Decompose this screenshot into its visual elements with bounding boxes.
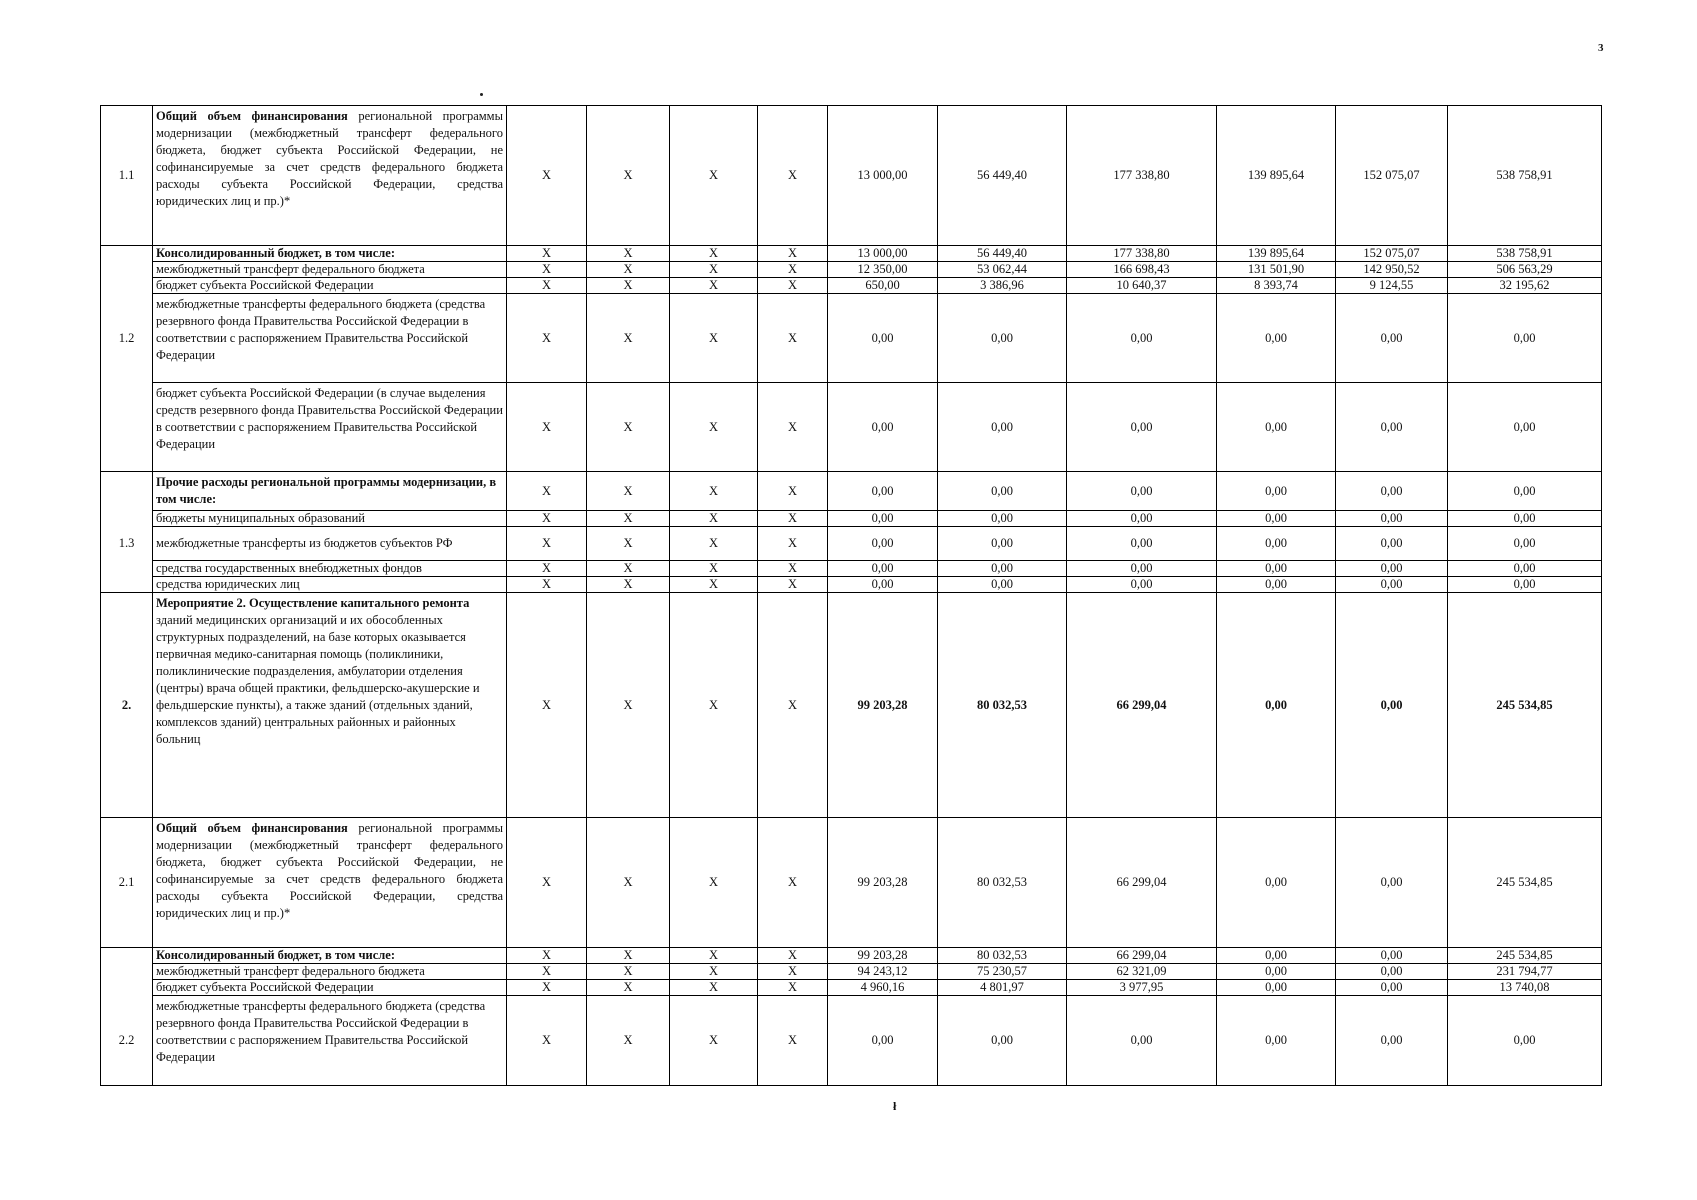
amount-cell: 0,00 — [1217, 511, 1336, 527]
description-cell — [153, 527, 507, 561]
row-number-cell — [101, 948, 153, 964]
amount-cell: 10 640,37 — [1067, 278, 1217, 294]
x-cell: X — [758, 818, 828, 948]
x-cell: X — [507, 527, 587, 561]
description-cell — [153, 383, 507, 472]
x-cell: X — [587, 472, 670, 511]
x-cell: X — [670, 980, 758, 996]
description-text: бюджет субъекта Российской Федерации — [156, 278, 374, 292]
bottom-mark: ł — [893, 1099, 897, 1113]
amount-cell: 0,00 — [1336, 472, 1448, 511]
amount-cell: 32 195,62 — [1448, 278, 1602, 294]
x-cell: X — [670, 964, 758, 980]
amount-cell: 177 338,80 — [1067, 106, 1217, 246]
amount-cell: 99 203,28 — [828, 948, 938, 964]
amount-cell: 99 203,28 — [828, 593, 938, 818]
x-cell: X — [758, 948, 828, 964]
amount-cell: 9 124,55 — [1336, 278, 1448, 294]
amount-cell: 0,00 — [1336, 511, 1448, 527]
x-cell: X — [507, 511, 587, 527]
x-cell: X — [587, 964, 670, 980]
amount-cell: 0,00 — [938, 294, 1067, 383]
x-cell: X — [670, 593, 758, 818]
x-cell: X — [587, 106, 670, 246]
financing-table-wrapper — [100, 105, 1602, 1086]
x-cell: X — [670, 278, 758, 294]
amount-cell: 66 299,04 — [1067, 818, 1217, 948]
row-number-cell — [101, 964, 153, 980]
amount-cell: 75 230,57 — [938, 964, 1067, 980]
amount-cell: 0,00 — [938, 561, 1067, 577]
table-row — [101, 278, 1602, 294]
table-row — [101, 246, 1602, 262]
amount-cell: 0,00 — [1448, 511, 1602, 527]
description-cell — [153, 980, 507, 996]
description-cell — [153, 262, 507, 278]
amount-cell: 0,00 — [1336, 593, 1448, 818]
amount-cell: 66 299,04 — [1067, 948, 1217, 964]
table-row — [101, 294, 1602, 383]
x-cell: X — [670, 996, 758, 1086]
amount-cell: 0,00 — [1217, 996, 1336, 1086]
amount-cell: 0,00 — [1217, 527, 1336, 561]
x-cell: X — [758, 511, 828, 527]
row-number-cell — [101, 278, 153, 294]
amount-cell: 0,00 — [1067, 527, 1217, 561]
amount-cell: 13 000,00 — [828, 106, 938, 246]
description-cell — [153, 996, 507, 1086]
description-cell — [153, 294, 507, 383]
x-cell: X — [587, 577, 670, 593]
description-text: бюджеты муниципальных образований — [156, 511, 365, 525]
table-row — [101, 527, 1602, 561]
amount-cell: 0,00 — [828, 472, 938, 511]
x-cell: X — [587, 996, 670, 1086]
amount-cell: 0,00 — [828, 294, 938, 383]
amount-cell: 66 299,04 — [1067, 593, 1217, 818]
description-bold-text: Прочие расходы региональной программы модернизации, в том числе: — [156, 475, 497, 506]
description-cell — [153, 577, 507, 593]
description-text: региональной программы модернизации (межбюджетный трансферт федерального бюджета, бюджет субъекта Российской Федерации, не софинансируемые за счет средств федерального бюджета расходы субъекта Российской Федерации, средства юридических лиц и пр.)* — [156, 821, 503, 920]
amount-cell: 80 032,53 — [938, 948, 1067, 964]
amount-cell: 0,00 — [1217, 577, 1336, 593]
amount-cell: 0,00 — [1448, 561, 1602, 577]
amount-cell: 0,00 — [938, 511, 1067, 527]
amount-cell: 4 960,16 — [828, 980, 938, 996]
x-cell: X — [670, 511, 758, 527]
description-bold-text: Общий объем финансирования — [156, 821, 348, 835]
description-bold-text: Консолидированный бюджет, в том числе: — [156, 948, 395, 962]
table-row — [101, 593, 1602, 818]
x-cell: X — [670, 948, 758, 964]
description-text: межбюджетные трансферты из бюджетов субъектов РФ — [156, 536, 453, 550]
x-cell: X — [670, 262, 758, 278]
amount-cell: 650,00 — [828, 278, 938, 294]
amount-cell: 80 032,53 — [938, 818, 1067, 948]
amount-cell: 538 758,91 — [1448, 246, 1602, 262]
amount-cell: 231 794,77 — [1448, 964, 1602, 980]
amount-cell: 166 698,43 — [1067, 262, 1217, 278]
amount-cell: 0,00 — [1217, 383, 1336, 472]
x-cell: X — [587, 383, 670, 472]
description-text: зданий медицинских организаций и их обособленных структурных подразделений, на базе которых оказывается первичная медико-санитарная помощь (поликлиники, поликлинические подразделения, амбулатории отделения (центры) врача общей практики, фельдшерско-акушерские и фельдшерские пункты), а также зданий (отдельных зданий, комплексов зданий) центральных районных и районных больниц — [156, 613, 480, 746]
description-bold-text: Консолидированный бюджет, в том числе: — [156, 246, 395, 260]
amount-cell: 0,00 — [938, 472, 1067, 511]
table-row — [101, 106, 1602, 246]
description-text: межбюджетные трансферты федерального бюджета (средства резервного фонда Правительства Российской Федерации в соответствии с распоряжением Правительства Российской Федерации — [156, 999, 486, 1064]
amount-cell: 506 563,29 — [1448, 262, 1602, 278]
x-cell: X — [587, 818, 670, 948]
description-text: бюджет субъекта Российской Федерации (в случае выделения средств резервного фонда Правительства Российской Федерации в соответствии с распоряжением Правительства Российской Федерации — [156, 386, 503, 451]
description-text: межбюджетный трансферт федерального бюджета — [156, 964, 425, 978]
amount-cell: 139 895,64 — [1217, 246, 1336, 262]
table-row — [101, 561, 1602, 577]
amount-cell: 13 740,08 — [1448, 980, 1602, 996]
x-cell: X — [587, 561, 670, 577]
table-row — [101, 511, 1602, 527]
x-cell: X — [587, 278, 670, 294]
table-row — [101, 577, 1602, 593]
x-cell: X — [507, 593, 587, 818]
amount-cell: 0,00 — [1217, 561, 1336, 577]
amount-cell: 0,00 — [1217, 472, 1336, 511]
x-cell: X — [587, 980, 670, 996]
amount-cell: 56 449,40 — [938, 106, 1067, 246]
description-text: региональной программы модернизации (межбюджетный трансферт федерального бюджета, бюджет субъекта Российской Федерации, не софинансируемые за счет средств федерального бюджета расходы субъекта Российской Федерации, средства юридических лиц и пр.)* — [156, 109, 503, 208]
amount-cell: 0,00 — [1336, 980, 1448, 996]
description-cell — [153, 818, 507, 948]
x-cell: X — [507, 948, 587, 964]
x-cell: X — [670, 561, 758, 577]
x-cell: X — [758, 472, 828, 511]
table-row — [101, 818, 1602, 948]
amount-cell: 0,00 — [1217, 294, 1336, 383]
x-cell: X — [507, 294, 587, 383]
x-cell: X — [670, 527, 758, 561]
amount-cell: 3 386,96 — [938, 278, 1067, 294]
amount-cell: 0,00 — [1448, 577, 1602, 593]
amount-cell: 0,00 — [1067, 511, 1217, 527]
row-number-cell: 1.1 — [101, 106, 153, 246]
description-cell — [153, 246, 507, 262]
amount-cell: 0,00 — [1336, 577, 1448, 593]
description-bold-text: Общий объем финансирования — [156, 109, 348, 123]
x-cell: X — [587, 511, 670, 527]
x-cell: X — [670, 106, 758, 246]
amount-cell: 0,00 — [828, 577, 938, 593]
x-cell: X — [507, 246, 587, 262]
amount-cell: 94 243,12 — [828, 964, 938, 980]
x-cell: X — [670, 577, 758, 593]
amount-cell: 0,00 — [938, 383, 1067, 472]
amount-cell: 0,00 — [1448, 294, 1602, 383]
amount-cell: 0,00 — [1217, 818, 1336, 948]
description-cell — [153, 472, 507, 511]
description-cell — [153, 511, 507, 527]
amount-cell: 0,00 — [1217, 948, 1336, 964]
row-number-cell — [101, 262, 153, 278]
amount-cell: 0,00 — [1217, 980, 1336, 996]
amount-cell: 538 758,91 — [1448, 106, 1602, 246]
x-cell: X — [758, 106, 828, 246]
x-cell: X — [670, 246, 758, 262]
description-cell — [153, 593, 507, 818]
description-text: межбюджетный трансферт федерального бюджета — [156, 262, 425, 276]
description-text: средства государственных внебюджетных фондов — [156, 561, 422, 575]
x-cell: X — [507, 278, 587, 294]
x-cell: X — [507, 577, 587, 593]
x-cell: X — [758, 294, 828, 383]
amount-cell: 152 075,07 — [1336, 246, 1448, 262]
table-row — [101, 472, 1602, 511]
amount-cell: 0,00 — [828, 996, 938, 1086]
description-text: бюджет субъекта Российской Федерации — [156, 980, 374, 994]
description-text: межбюджетные трансферты федерального бюджета (средства резервного фонда Правительства Российской Федерации в соответствии с распоряжением Правительства Российской Федерации — [156, 297, 486, 362]
table-row — [101, 383, 1602, 472]
description-text: средства юридических лиц — [156, 577, 300, 591]
row-number-cell — [101, 980, 153, 996]
x-cell: X — [507, 964, 587, 980]
x-cell: X — [758, 383, 828, 472]
amount-cell: 0,00 — [1217, 964, 1336, 980]
x-cell: X — [507, 980, 587, 996]
amount-cell: 56 449,40 — [938, 246, 1067, 262]
amount-cell: 0,00 — [1448, 472, 1602, 511]
amount-cell: 245 534,85 — [1448, 593, 1602, 818]
amount-cell: 0,00 — [1067, 294, 1217, 383]
x-cell: X — [507, 262, 587, 278]
x-cell: X — [758, 262, 828, 278]
amount-cell: 8 393,74 — [1217, 278, 1336, 294]
amount-cell: 177 338,80 — [1067, 246, 1217, 262]
row-number-cell: 2.2 — [101, 996, 153, 1086]
amount-cell: 131 501,90 — [1217, 262, 1336, 278]
x-cell: X — [758, 593, 828, 818]
x-cell: X — [670, 472, 758, 511]
amount-cell: 0,00 — [1336, 996, 1448, 1086]
table-row — [101, 964, 1602, 980]
amount-cell: 53 062,44 — [938, 262, 1067, 278]
x-cell: X — [758, 527, 828, 561]
x-cell: X — [587, 948, 670, 964]
description-cell — [153, 948, 507, 964]
x-cell: X — [670, 294, 758, 383]
scan-speck — [480, 93, 483, 96]
x-cell: X — [758, 246, 828, 262]
amount-cell: 0,00 — [1067, 996, 1217, 1086]
table-row — [101, 996, 1602, 1086]
amount-cell: 0,00 — [1217, 593, 1336, 818]
amount-cell: 0,00 — [1336, 383, 1448, 472]
table-row — [101, 980, 1602, 996]
amount-cell: 0,00 — [1067, 383, 1217, 472]
amount-cell: 62 321,09 — [1067, 964, 1217, 980]
description-bold-text: Мероприятие 2. Осуществление капитального ремонта — [156, 596, 470, 610]
x-cell: X — [758, 996, 828, 1086]
row-number-cell — [101, 383, 153, 472]
x-cell: X — [587, 527, 670, 561]
x-cell: X — [507, 561, 587, 577]
amount-cell: 0,00 — [1067, 472, 1217, 511]
amount-cell: 4 801,97 — [938, 980, 1067, 996]
amount-cell: 142 950,52 — [1336, 262, 1448, 278]
amount-cell: 0,00 — [1067, 561, 1217, 577]
row-number-cell — [101, 246, 153, 262]
x-cell: X — [758, 980, 828, 996]
amount-cell: 0,00 — [1336, 964, 1448, 980]
x-cell: X — [507, 996, 587, 1086]
amount-cell: 139 895,64 — [1217, 106, 1336, 246]
description-cell — [153, 964, 507, 980]
amount-cell: 0,00 — [1336, 561, 1448, 577]
x-cell: X — [587, 593, 670, 818]
row-number-cell — [101, 561, 153, 577]
x-cell: X — [507, 383, 587, 472]
page-number: 3 — [1598, 42, 1604, 54]
x-cell: X — [758, 278, 828, 294]
amount-cell: 3 977,95 — [1067, 980, 1217, 996]
financing-table — [100, 105, 1602, 1086]
table-row — [101, 262, 1602, 278]
amount-cell: 0,00 — [828, 561, 938, 577]
table-row — [101, 948, 1602, 964]
row-number-cell: 2.1 — [101, 818, 153, 948]
amount-cell: 0,00 — [938, 996, 1067, 1086]
amount-cell: 80 032,53 — [938, 593, 1067, 818]
x-cell: X — [507, 106, 587, 246]
row-number-cell — [101, 472, 153, 511]
amount-cell: 13 000,00 — [828, 246, 938, 262]
row-number-cell: 1.2 — [101, 294, 153, 383]
amount-cell: 99 203,28 — [828, 818, 938, 948]
x-cell: X — [758, 561, 828, 577]
x-cell: X — [587, 262, 670, 278]
amount-cell: 245 534,85 — [1448, 948, 1602, 964]
amount-cell: 12 350,00 — [828, 262, 938, 278]
description-cell — [153, 106, 507, 246]
x-cell: X — [507, 818, 587, 948]
amount-cell: 0,00 — [828, 527, 938, 561]
amount-cell: 152 075,07 — [1336, 106, 1448, 246]
x-cell: X — [507, 472, 587, 511]
amount-cell: 0,00 — [1448, 996, 1602, 1086]
amount-cell: 0,00 — [1336, 294, 1448, 383]
row-number-cell — [101, 577, 153, 593]
amount-cell: 0,00 — [1336, 818, 1448, 948]
amount-cell: 0,00 — [828, 383, 938, 472]
amount-cell: 0,00 — [938, 577, 1067, 593]
amount-cell: 0,00 — [1448, 527, 1602, 561]
row-number-cell: 1.3 — [101, 527, 153, 561]
amount-cell: 0,00 — [828, 511, 938, 527]
x-cell: X — [587, 246, 670, 262]
amount-cell: 0,00 — [1336, 527, 1448, 561]
amount-cell: 0,00 — [1067, 577, 1217, 593]
row-number-cell — [101, 511, 153, 527]
row-number-cell: 2. — [101, 593, 153, 818]
x-cell: X — [670, 818, 758, 948]
x-cell: X — [587, 294, 670, 383]
x-cell: X — [758, 964, 828, 980]
amount-cell: 0,00 — [938, 527, 1067, 561]
amount-cell: 245 534,85 — [1448, 818, 1602, 948]
description-cell — [153, 561, 507, 577]
amount-cell: 0,00 — [1448, 383, 1602, 472]
amount-cell: 0,00 — [1336, 948, 1448, 964]
x-cell: X — [670, 383, 758, 472]
description-cell — [153, 278, 507, 294]
x-cell: X — [758, 577, 828, 593]
